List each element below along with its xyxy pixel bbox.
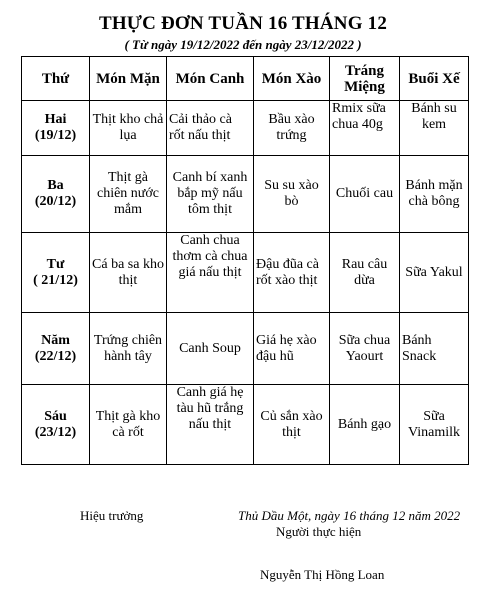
day-date: (19/12) [34,128,77,143]
principal-signature-label: Hiệu trưởng [80,508,144,523]
dessert-cell: Rau câu dừa [330,233,400,313]
date-range-subtitle: ( Từ ngày 19/12/2022 đến ngày 23/12/2022 ) [124,37,362,52]
stir-fry-cell: Giá hẹ xào đậu hũ [254,313,330,385]
day-cell [22,313,90,385]
day-name: Sáu [44,408,67,424]
day-date: (20/12) [34,194,77,209]
day-name: Tư [46,256,65,272]
dessert-cell: Chuối cau [330,156,400,233]
day-date: (23/12) [34,424,77,440]
preparer-label: Người thực hiện [276,524,362,539]
main-dish-cell: Cá ba sa kho thịt [90,233,167,313]
day-cell [22,233,90,313]
afternoon-snack-cell: Sữa Vinamilk [400,385,469,465]
dessert-cell: Rmix sữa chua 40g [330,101,400,156]
table-row [22,233,469,313]
preparer-name: Nguyễn Thị Hồng Loan [260,567,385,582]
table-row [22,313,469,385]
main-dish-cell: Thịt kho chả lụa [90,101,167,156]
stir-fry-cell: Củ sắn xào thịt [254,385,330,465]
afternoon-snack-cell: Bánh Snack [400,313,469,385]
afternoon-snack-cell: Bánh su kem [400,101,469,156]
stir-fry-cell: Bầu xào trứng [254,101,330,156]
table-row [22,385,469,465]
day-cell [22,101,90,156]
soup-cell: Cải thảo cà rốt nấu thịt [167,101,254,156]
main-dish-cell: Thịt gà chiên nước mắm [90,156,167,233]
stir-fry-cell: Đậu đũa cà rốt xào thịt [254,233,330,313]
header-stir-fry: Món Xào [254,57,330,101]
place-date-line: Thủ Dầu Một, ngày 16 tháng 12 năm 2022 [238,508,461,523]
soup-cell: Canh chua thơm cà chua giá nấu thịt [167,233,254,313]
dessert-cell: Sữa chua Yaourt [330,313,400,385]
main-dish-cell: Thịt gà kho cà rốt [90,385,167,465]
day-name: Ba [47,178,64,193]
table-row [22,101,469,156]
table-row [22,156,469,233]
afternoon-snack-cell: Sữa Yakul [400,233,469,313]
soup-cell: Canh giá hẹ tàu hũ trắng nấu thịt [167,385,254,465]
afternoon-snack-cell: Bánh mặn chà bông [400,156,469,233]
stir-fry-cell: Su su xào bò [254,156,330,233]
dessert-cell: Bánh gạo [330,385,400,465]
day-name: Năm [41,332,70,348]
page-title: THỰC ĐƠN TUẦN 16 THÁNG 12 [98,13,388,34]
header-dessert: Tráng Miệng [330,57,400,101]
header-afternoon-snack: Buổi Xế [400,57,469,101]
soup-cell: Canh bí xanh bắp mỹ nấu tôm thịt [167,156,254,233]
header-main-dish: Món Mặn [90,57,167,101]
day-name: Hai [44,112,67,127]
day-cell [22,156,90,233]
weekly-menu-table [21,56,469,465]
table-header-row [22,57,469,101]
day-cell [22,385,90,465]
day-date: ( 21/12) [33,272,78,288]
header-soup: Món Canh [167,57,254,101]
day-date: (22/12) [34,348,77,364]
header-day: Thứ [22,57,90,101]
soup-cell: Canh Soup [167,313,254,385]
main-dish-cell: Trứng chiên hành tây [90,313,167,385]
